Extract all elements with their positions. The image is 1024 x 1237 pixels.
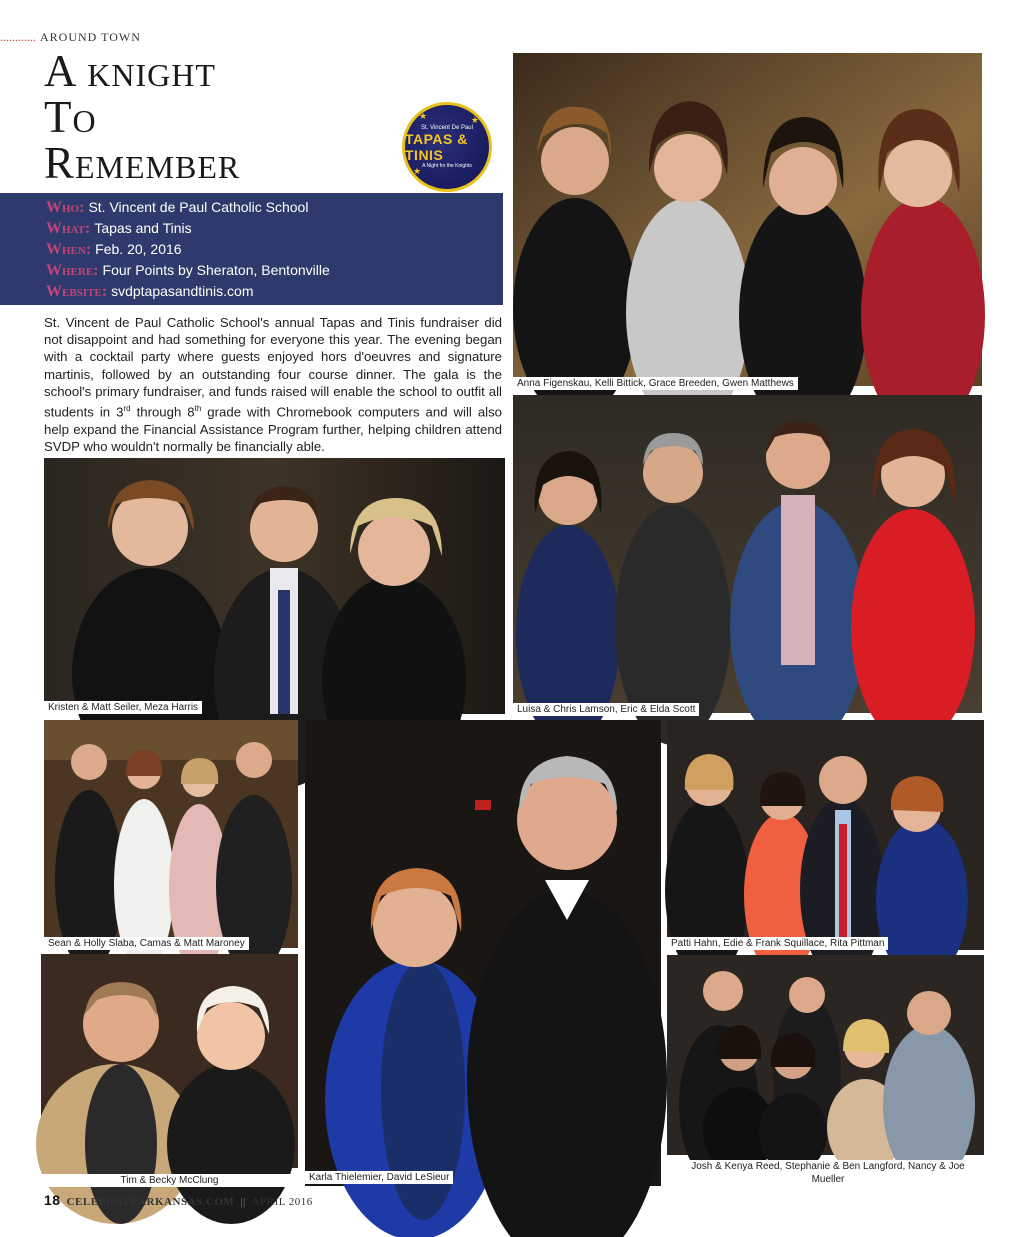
body-sup2: th (194, 404, 202, 414)
photo-caption: Tim & Becky McClung (41, 1174, 298, 1187)
headline-line1: A knight (44, 46, 216, 96)
info-value: Feb. 20, 2016 (95, 241, 182, 257)
photo-image (513, 395, 982, 713)
info-when (46, 239, 503, 260)
body-part2: through 8 (130, 404, 195, 420)
info-label: Website: (46, 283, 108, 300)
photo-caption: Patti Hahn, Edie & Frank Squillace, Rita Pittman (667, 937, 888, 950)
info-value: Tapas and Tinis (94, 220, 192, 236)
photo-caption: Karla Thielemier, David LeSieur (305, 1171, 453, 1184)
info-value: St. Vincent de Paul Catholic School (88, 199, 309, 215)
photo-group-3 (44, 458, 505, 714)
photo-image (44, 720, 298, 948)
photo-group-1 (513, 53, 982, 389)
photo-group-8 (667, 955, 984, 1155)
photo-group-6 (667, 720, 984, 950)
footer-separator: || (240, 1196, 246, 1208)
section-label: AROUND TOWN (40, 30, 141, 44)
info-value: Four Points by Sheraton, Bentonville (102, 262, 330, 278)
photo-group-7 (41, 954, 298, 1186)
star-icon: ★ (470, 115, 479, 125)
photo-group-4 (44, 720, 298, 948)
event-info-box (0, 193, 503, 305)
photo-caption: Anna Figenskau, Kelli Bittick, Grace Breeden, Gwen Matthews (513, 377, 798, 390)
logo-line1: St. Vincent De Paul (421, 125, 473, 131)
info-label: Who: (46, 199, 85, 216)
page-footer (44, 1192, 313, 1208)
info-value: svdptapasandtinis.com (111, 283, 254, 299)
event-logo (402, 102, 492, 192)
star-icon: ★ (413, 166, 422, 176)
photo-image (305, 720, 661, 1186)
logo-line3: A Night for the Knights (422, 163, 472, 169)
photo-caption: Luisa & Chris Lamson, Eric & Elda Scott (513, 703, 699, 716)
issue-date: APRIL 2016 (251, 1196, 313, 1208)
body-part1: St. Vincent de Paul Catholic School's annual Tapas and Tinis fundraiser did not disappoint and had something for everyone this year. The evening began with a cocktail party where guests enjoyed hors d'oeuvres and signature martinis, followed by an outstanding four course dinner. The gala is the school's primary fundraiser, and funds raised will enable the school to outfit all students in 3 (44, 315, 502, 420)
info-who (46, 197, 503, 218)
info-label: Where: (46, 262, 99, 279)
article-body (44, 314, 502, 455)
magazine-site: CELEBRATEARKANSAS.COM (66, 1196, 235, 1208)
body-sup1: rd (123, 404, 131, 414)
photo-group-5 (305, 720, 661, 1186)
info-label: When: (46, 241, 92, 258)
headline-line3: Remember (44, 138, 241, 188)
info-label: What: (46, 220, 91, 237)
headline (44, 48, 384, 186)
star-icon: ★ (419, 111, 428, 121)
info-website (46, 281, 503, 302)
photo-image (44, 458, 505, 714)
photo-caption: Josh & Kenya Reed, Stephanie & Ben Langford, Nancy & Joe Mueller (684, 1160, 972, 1186)
photo-image (513, 53, 982, 386)
photo-group-2 (513, 395, 982, 713)
headline-line2: To (44, 92, 97, 142)
info-what (46, 218, 503, 239)
body-part3: grade with Chromebook computers and will also help expand the Financial Assistance Program further, helping children attend SVDP who wouldn't normally be financially able. (44, 404, 503, 454)
photo-image (667, 720, 984, 950)
photo-caption: Kristen & Matt Seiler, Meza Harris (44, 701, 202, 714)
photo-image (667, 955, 984, 1155)
photo-caption: Sean & Holly Slaba, Camas & Matt Maroney (44, 937, 249, 950)
logo-line2: TAPAS & TINIS (405, 131, 468, 163)
page-number: 18 (44, 1192, 61, 1208)
info-where (46, 260, 503, 281)
section-tag (0, 30, 141, 45)
section-dots: ............ (0, 30, 36, 44)
photo-image (41, 954, 298, 1168)
